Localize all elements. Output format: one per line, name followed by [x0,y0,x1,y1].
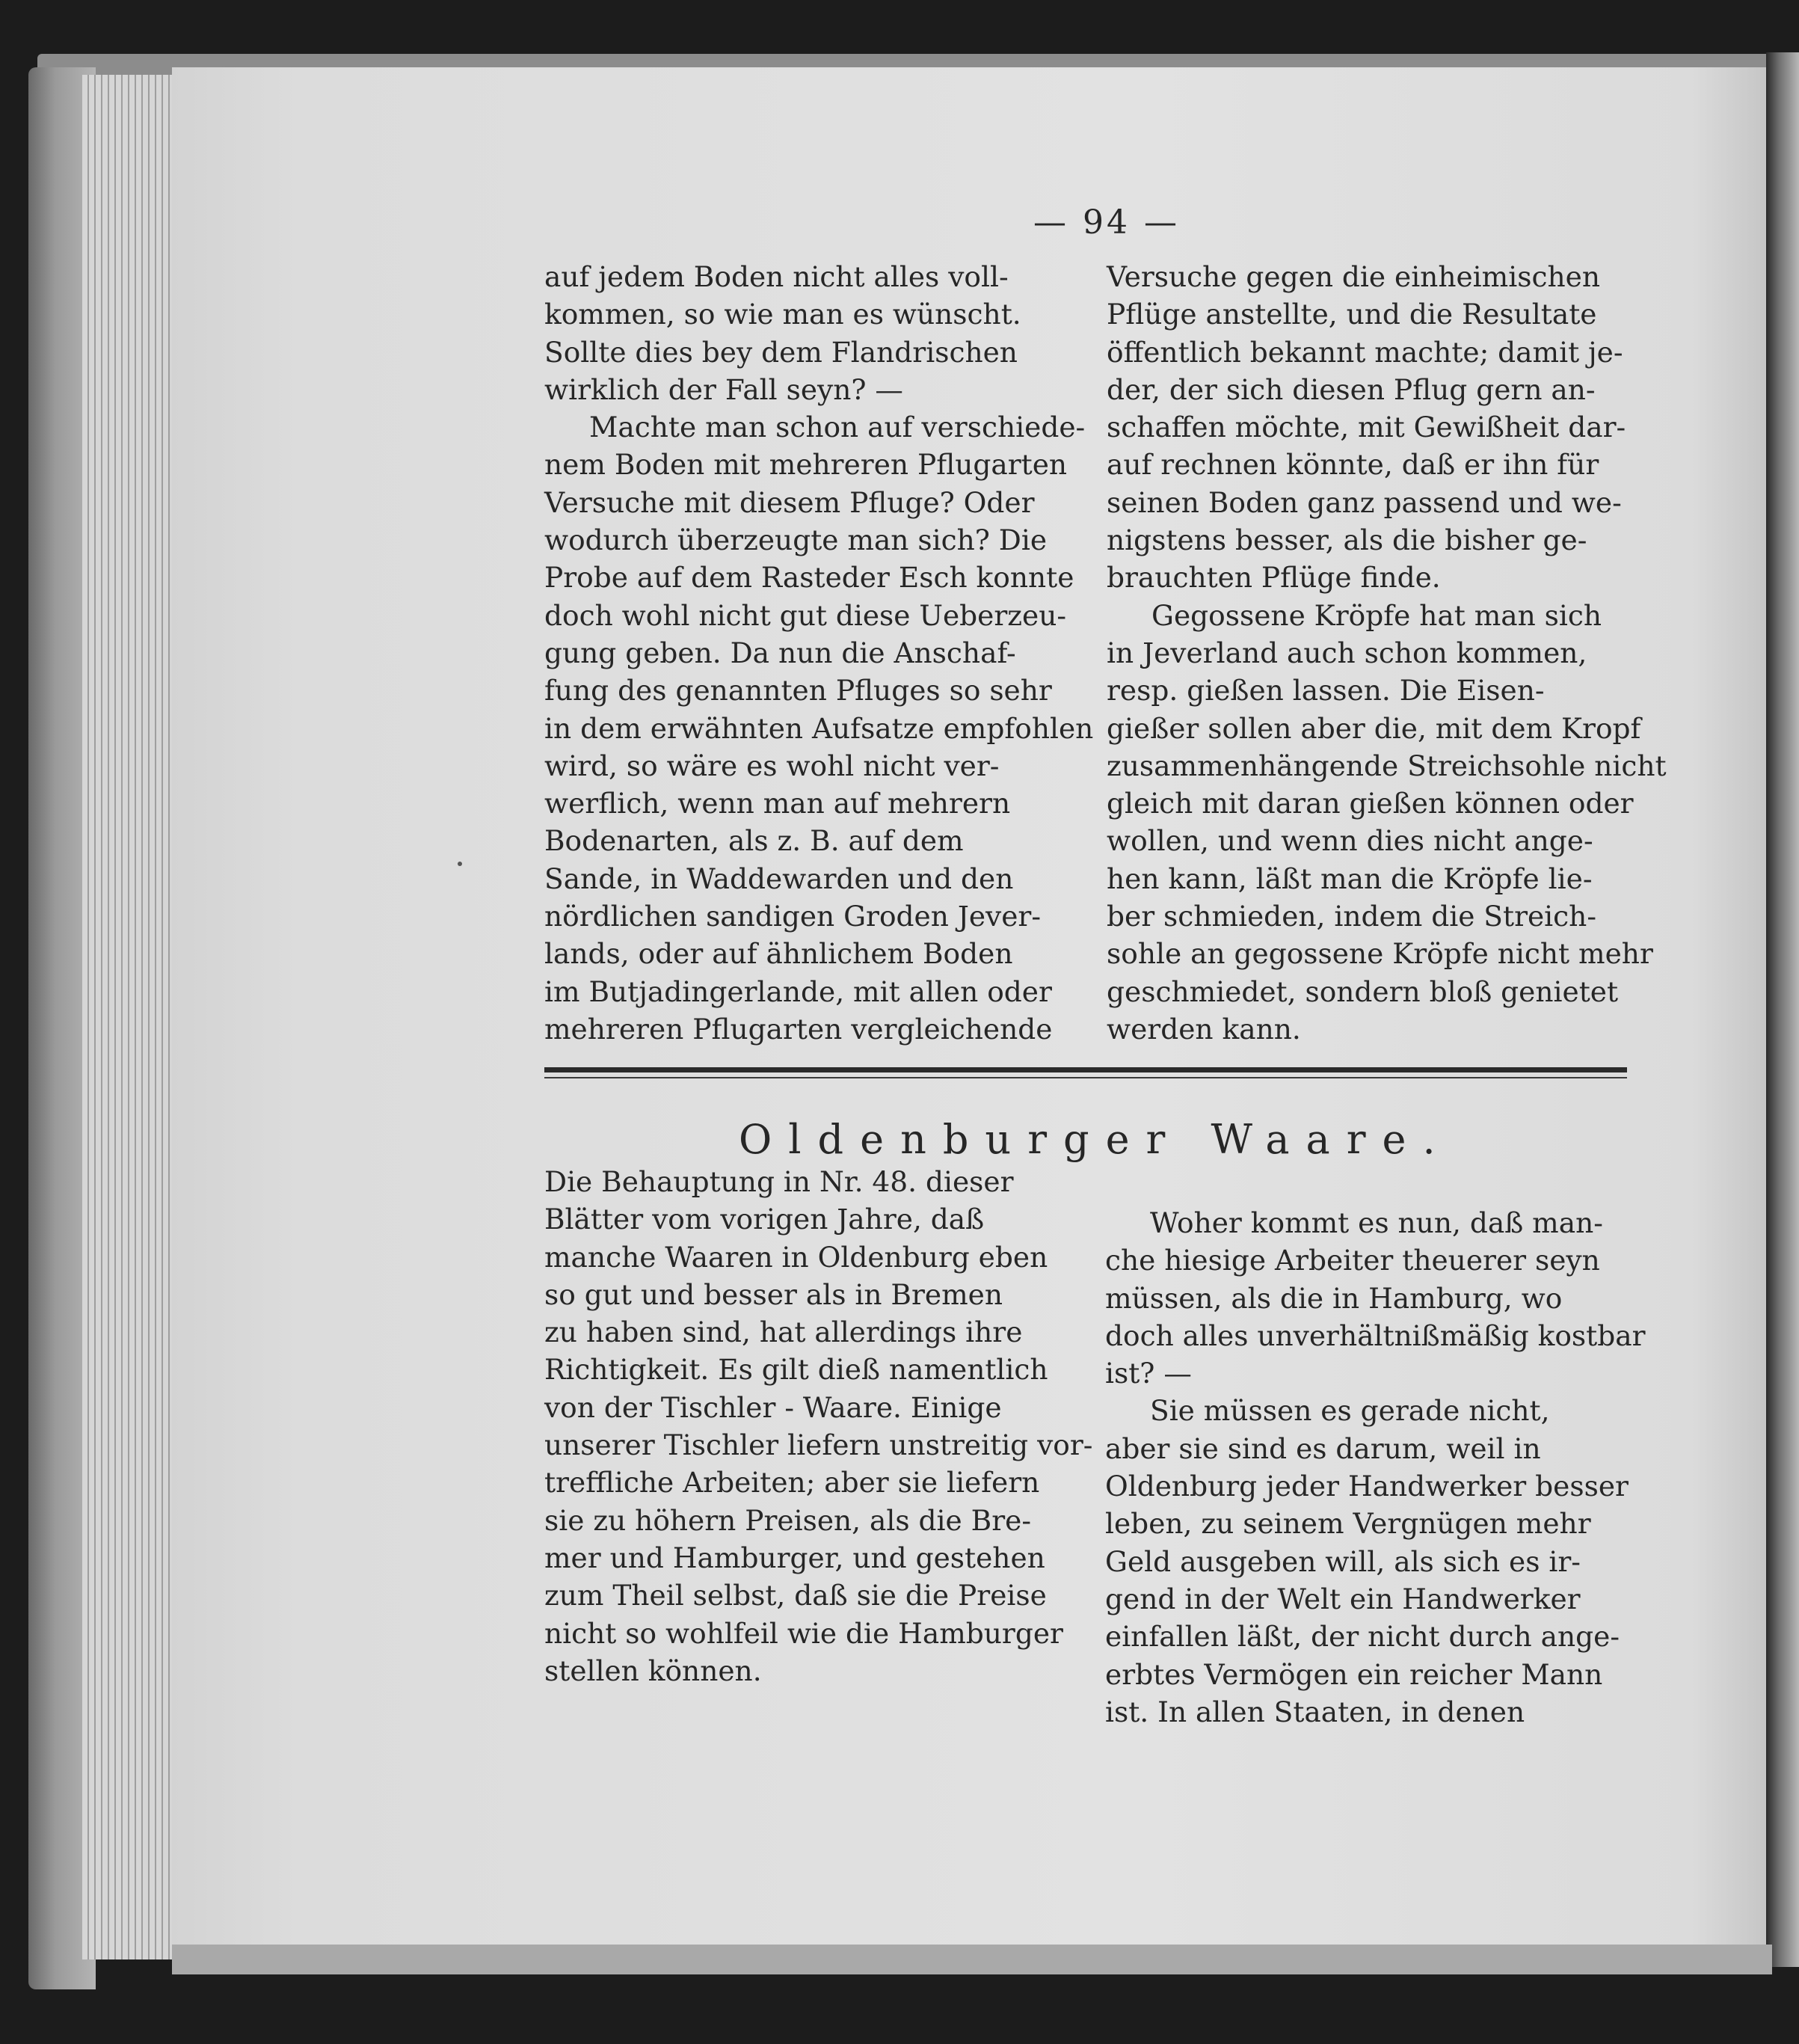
text-line: wirklich der Fall seyn? — [544,372,903,406]
text-line: sohle an gegossene Kröpfe nicht mehr [1107,937,1653,971]
text-line: der, der sich diesen Pflug gern an- [1107,372,1596,406]
text-line: ist? — [1105,1357,1192,1390]
text-line: nigstens besser, als die bisher ge- [1107,524,1587,557]
text-line: Gegossene Kröpfe hat man sich [1151,598,1602,632]
text-line: Oldenburg jeder Handwerker besser [1105,1470,1629,1503]
text-line: aber sie sind es darum, weil in [1105,1431,1541,1465]
text-line: Woher kommt es nun, daß man- [1150,1206,1603,1239]
text-line: kommen, so wie man es wünscht. [544,298,1021,331]
text-line: müssen, als die in Hamburg, wo [1105,1281,1563,1315]
text-line: gung geben. Da nun die Anschaf- [544,636,1016,669]
text-line: in Jeverland auch schon kommen, [1107,636,1587,669]
text-line: zu haben sind, hat allerdings ihre [544,1316,1023,1349]
text-line: mer und Hamburger, und gestehen [544,1541,1045,1574]
text-line: treffliche Arbeiten; aber sie liefern [544,1466,1040,1500]
column-left-bottom [544,1163,1093,1689]
text-line: nem Boden mit mehreren Pflugarten [544,448,1068,482]
text-line: hen kann, läßt man die Kröpfe lie- [1107,862,1593,895]
text-line: nördlichen sandigen Groden Jever- [544,900,1042,933]
text-line: auf jedem Boden nicht alles voll- [544,260,1009,293]
text-line: einfallen läßt, der nicht durch ange- [1105,1620,1620,1654]
text-line: Richtigkeit. Es gilt dieß namentlich [544,1353,1048,1387]
text-line: werflich, wenn man auf mehrern [544,787,1011,820]
section-divider [544,1067,1627,1072]
text-line: Die Behauptung in Nr. 48. dieser [544,1165,1014,1198]
page-number: — 94 — [1033,203,1180,242]
text-line: öffentlich bekannt machte; damit je- [1107,335,1623,369]
text-line: zum Theil selbst, daß sie die Preise [544,1579,1047,1612]
text-line: resp. gießen lassen. Die Eisen- [1107,674,1545,708]
ink-speck [458,862,462,866]
text-line: von der Tischler - Waare. Einige [544,1390,1002,1424]
text-line: geschmiedet, sondern bloß genietet [1107,975,1619,1008]
text-line: Machte man schon auf verschiede- [589,411,1086,444]
text-line: Pflüge anstellte, und die Resultate [1107,298,1597,331]
text-line: in dem erwähnten Aufsatze empfohlen [544,711,1094,745]
text-line: nicht so wohlfeil wie die Hamburger [544,1616,1063,1650]
text-line: erbtes Vermögen ein reicher Mann [1105,1657,1603,1691]
text-line: wodurch überzeugte man sich? Die [544,524,1048,557]
text-line: gießer sollen aber die, mit dem Kropf [1107,711,1641,745]
text-line: lands, oder auf ähnlichem Boden [544,937,1013,971]
text-line: doch wohl nicht gut diese Ueberzeu- [544,598,1067,632]
text-line: im Butjadingerlande, mit allen oder [544,975,1052,1008]
text-line: auf rechnen könnte, daß er ihn für [1107,448,1599,482]
text-line: Sie müssen es gerade nicht, [1150,1394,1550,1428]
text-line: mehreren Pflugarten vergleichende [544,1012,1053,1046]
book-gutter [1766,52,1799,1967]
text-line: Sande, in Waddewarden und den [544,862,1014,895]
text-line: gleich mit daran gießen können oder [1107,787,1634,820]
text-line: Versuche mit diesem Pfluge? Oder [544,485,1035,519]
text-line: manche Waaren in Oldenburg eben [544,1240,1048,1274]
text-line: brauchten Pflüge finde. [1107,561,1441,595]
text-line: Sollte dies bey dem Flandrischen [544,335,1018,369]
text-line: Versuche gegen die einheimischen [1107,260,1600,293]
page-stack-edges [82,75,179,1959]
text-line: Bodenarten, als z. B. auf dem [544,824,964,858]
text-line: wollen, und wenn dies nicht ange- [1107,824,1593,858]
text-line: seinen Boden ganz passend und we- [1107,485,1622,519]
article-heading: Oldenburger Waare. [739,1115,1452,1163]
column-left-top [544,258,1094,1048]
text-line: ber schmieden, indem die Streich- [1107,900,1597,933]
text-line: Probe auf dem Rasteder Esch konnte [544,561,1074,595]
page-bottom-shadow [172,1945,1772,1974]
section-divider-thin [544,1077,1627,1078]
text-line: zusammenhängende Streichsohle nicht [1107,749,1667,782]
text-line: che hiesige Arbeiter theuerer seyn [1105,1244,1600,1277]
text-line: gend in der Welt ein Handwerker [1105,1582,1581,1615]
text-line: Geld ausgeben will, als sich es ir- [1105,1544,1581,1578]
text-line: unserer Tischler liefern unstreitig vor- [544,1428,1093,1462]
text-line: leben, zu seinem Vergnügen mehr [1105,1507,1591,1541]
text-line: Blätter vom vorigen Jahre, daß [544,1203,985,1236]
text-line: sie zu höhern Preisen, als die Bre- [544,1503,1031,1537]
text-line: fung des genannten Pfluges so sehr [544,674,1052,708]
column-right-bottom [1105,1204,1646,1731]
text-line: ist. In allen Staaten, in denen [1105,1695,1525,1728]
text-line: schaffen möchte, mit Gewißheit dar- [1107,411,1626,444]
text-line: so gut und besser als in Bremen [544,1277,1003,1311]
text-line: stellen können. [544,1654,762,1687]
text-line: werden kann. [1107,1012,1301,1046]
text-line: wird, so wäre es wohl nicht ver- [544,749,1000,782]
text-line: doch alles unverhältnißmäßig kostbar [1105,1319,1646,1352]
column-right-top [1107,258,1667,1048]
